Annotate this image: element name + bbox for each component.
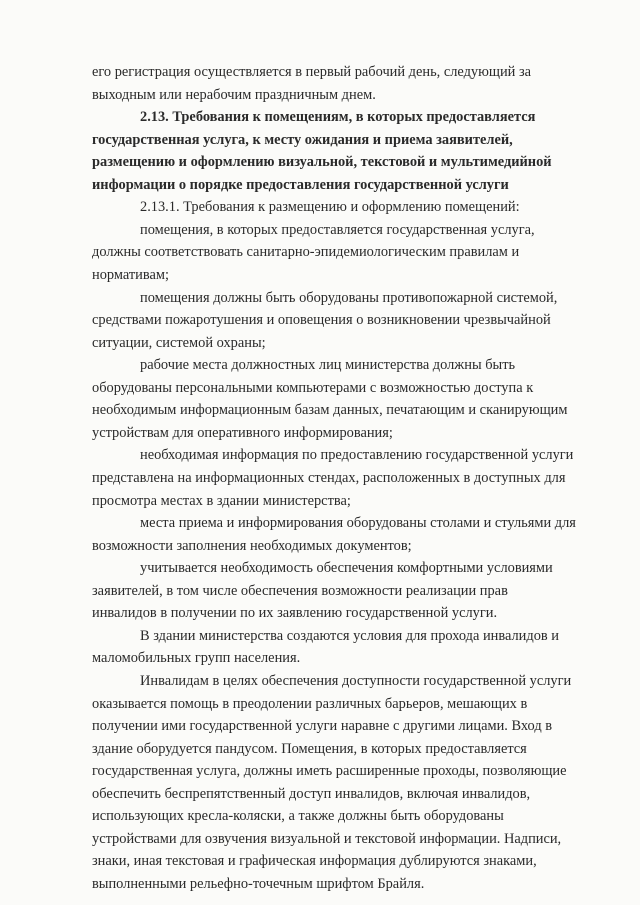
body-line: просмотра местах в здании министерства;: [92, 493, 351, 509]
body-line: рабочие места должностных лиц министерства должны быть: [140, 357, 516, 373]
body-line: здание оборудуется пандусом. Помещения, в которых предоставляется: [92, 741, 527, 757]
body-line: возможности заполнения необходимых документов;: [92, 538, 412, 554]
body-line: заявителей, в том числе обеспечения возможности реализации прав: [92, 583, 508, 599]
body-line: ситуации, системой охраны;: [92, 335, 266, 351]
intro-line-1-text: его регистрация осуществляется в первый рабочий день, следующий за: [92, 64, 532, 80]
body-line: оказывается помощь в преодолении различных барьеров, мешающих в: [92, 696, 528, 712]
body-line: оборудованы персональными компьютерами с возможностью доступа к: [92, 380, 534, 396]
body-line: обеспечить беспрепятственный доступ инвалидов, включая инвалидов,: [92, 786, 531, 802]
section-heading-line-3: размещению и оформлению визуальной, текстовой и мультимедийной: [92, 154, 552, 170]
body-line: знаки, иная текстовая и графическая информация дублируются знаками,: [92, 853, 537, 869]
body-line: выполненными рельефно-точечным шрифтом Брайля.: [92, 876, 425, 892]
body-line: необходимая информация по предоставлению государственной услуги: [140, 447, 574, 463]
subsection-title: 2.13.1. Требования к размещению и оформлению помещений:: [140, 199, 520, 215]
body-line: учитывается необходимость обеспечения комфортными условиями: [140, 560, 553, 576]
body-line: места приема и информирования оборудованы столами и стульями для: [140, 515, 576, 531]
body-line: нормативам;: [92, 267, 169, 283]
section-heading-line-2: государственная услуга, к месту ожидания и приема заявителей,: [92, 132, 513, 148]
body-line: инвалидов в получении по их заявлению государственной услуги.: [92, 605, 498, 621]
body-line: получении ими государственной услуги наравне с другими лицами. Вход в: [92, 718, 553, 734]
body-line: Инвалидам в целях обеспечения доступности государственной услуги: [140, 673, 572, 689]
body-line: устройствам для оперативного информирования;: [92, 425, 393, 441]
body-line: средствами пожаротушения и оповещения о возникновении чрезвычайной: [92, 312, 551, 328]
body-line: маломобильных групп населения.: [92, 650, 301, 666]
intro-line-1: [0, 60, 640, 84]
body-line: помещения, в которых предоставляется государственная услуга,: [140, 222, 535, 238]
body-line: представлена на информационных стендах, расположенных в доступных для: [92, 470, 566, 486]
body-line: использующих кресла-коляски, а также должны быть оборудованы: [92, 808, 504, 824]
section-heading-line-1: 2.13. Требования к помещениям, в которых предоставляется: [140, 109, 536, 125]
section-heading-line-4: информации о порядке предоставления государственной услуги: [92, 177, 509, 193]
body-line: устройствами для озвучения визуальной и текстовой информации. Надписи,: [92, 831, 562, 847]
intro-line-2: выходным или нерабочим праздничным днем.: [92, 87, 376, 103]
body-line: должны соответствовать санитарно-эпидемиологическим правилам и: [92, 244, 520, 260]
body-line: государственная услуга, должны иметь расширенные проходы, позволяющие: [92, 763, 567, 779]
body-line: помещения должны быть оборудованы противопожарной системой,: [140, 290, 558, 306]
body-line: необходимым информационным базам данных, печатающим и сканирующим: [92, 402, 568, 418]
body-line: В здании министерства создаются условия для прохода инвалидов и: [140, 628, 559, 644]
